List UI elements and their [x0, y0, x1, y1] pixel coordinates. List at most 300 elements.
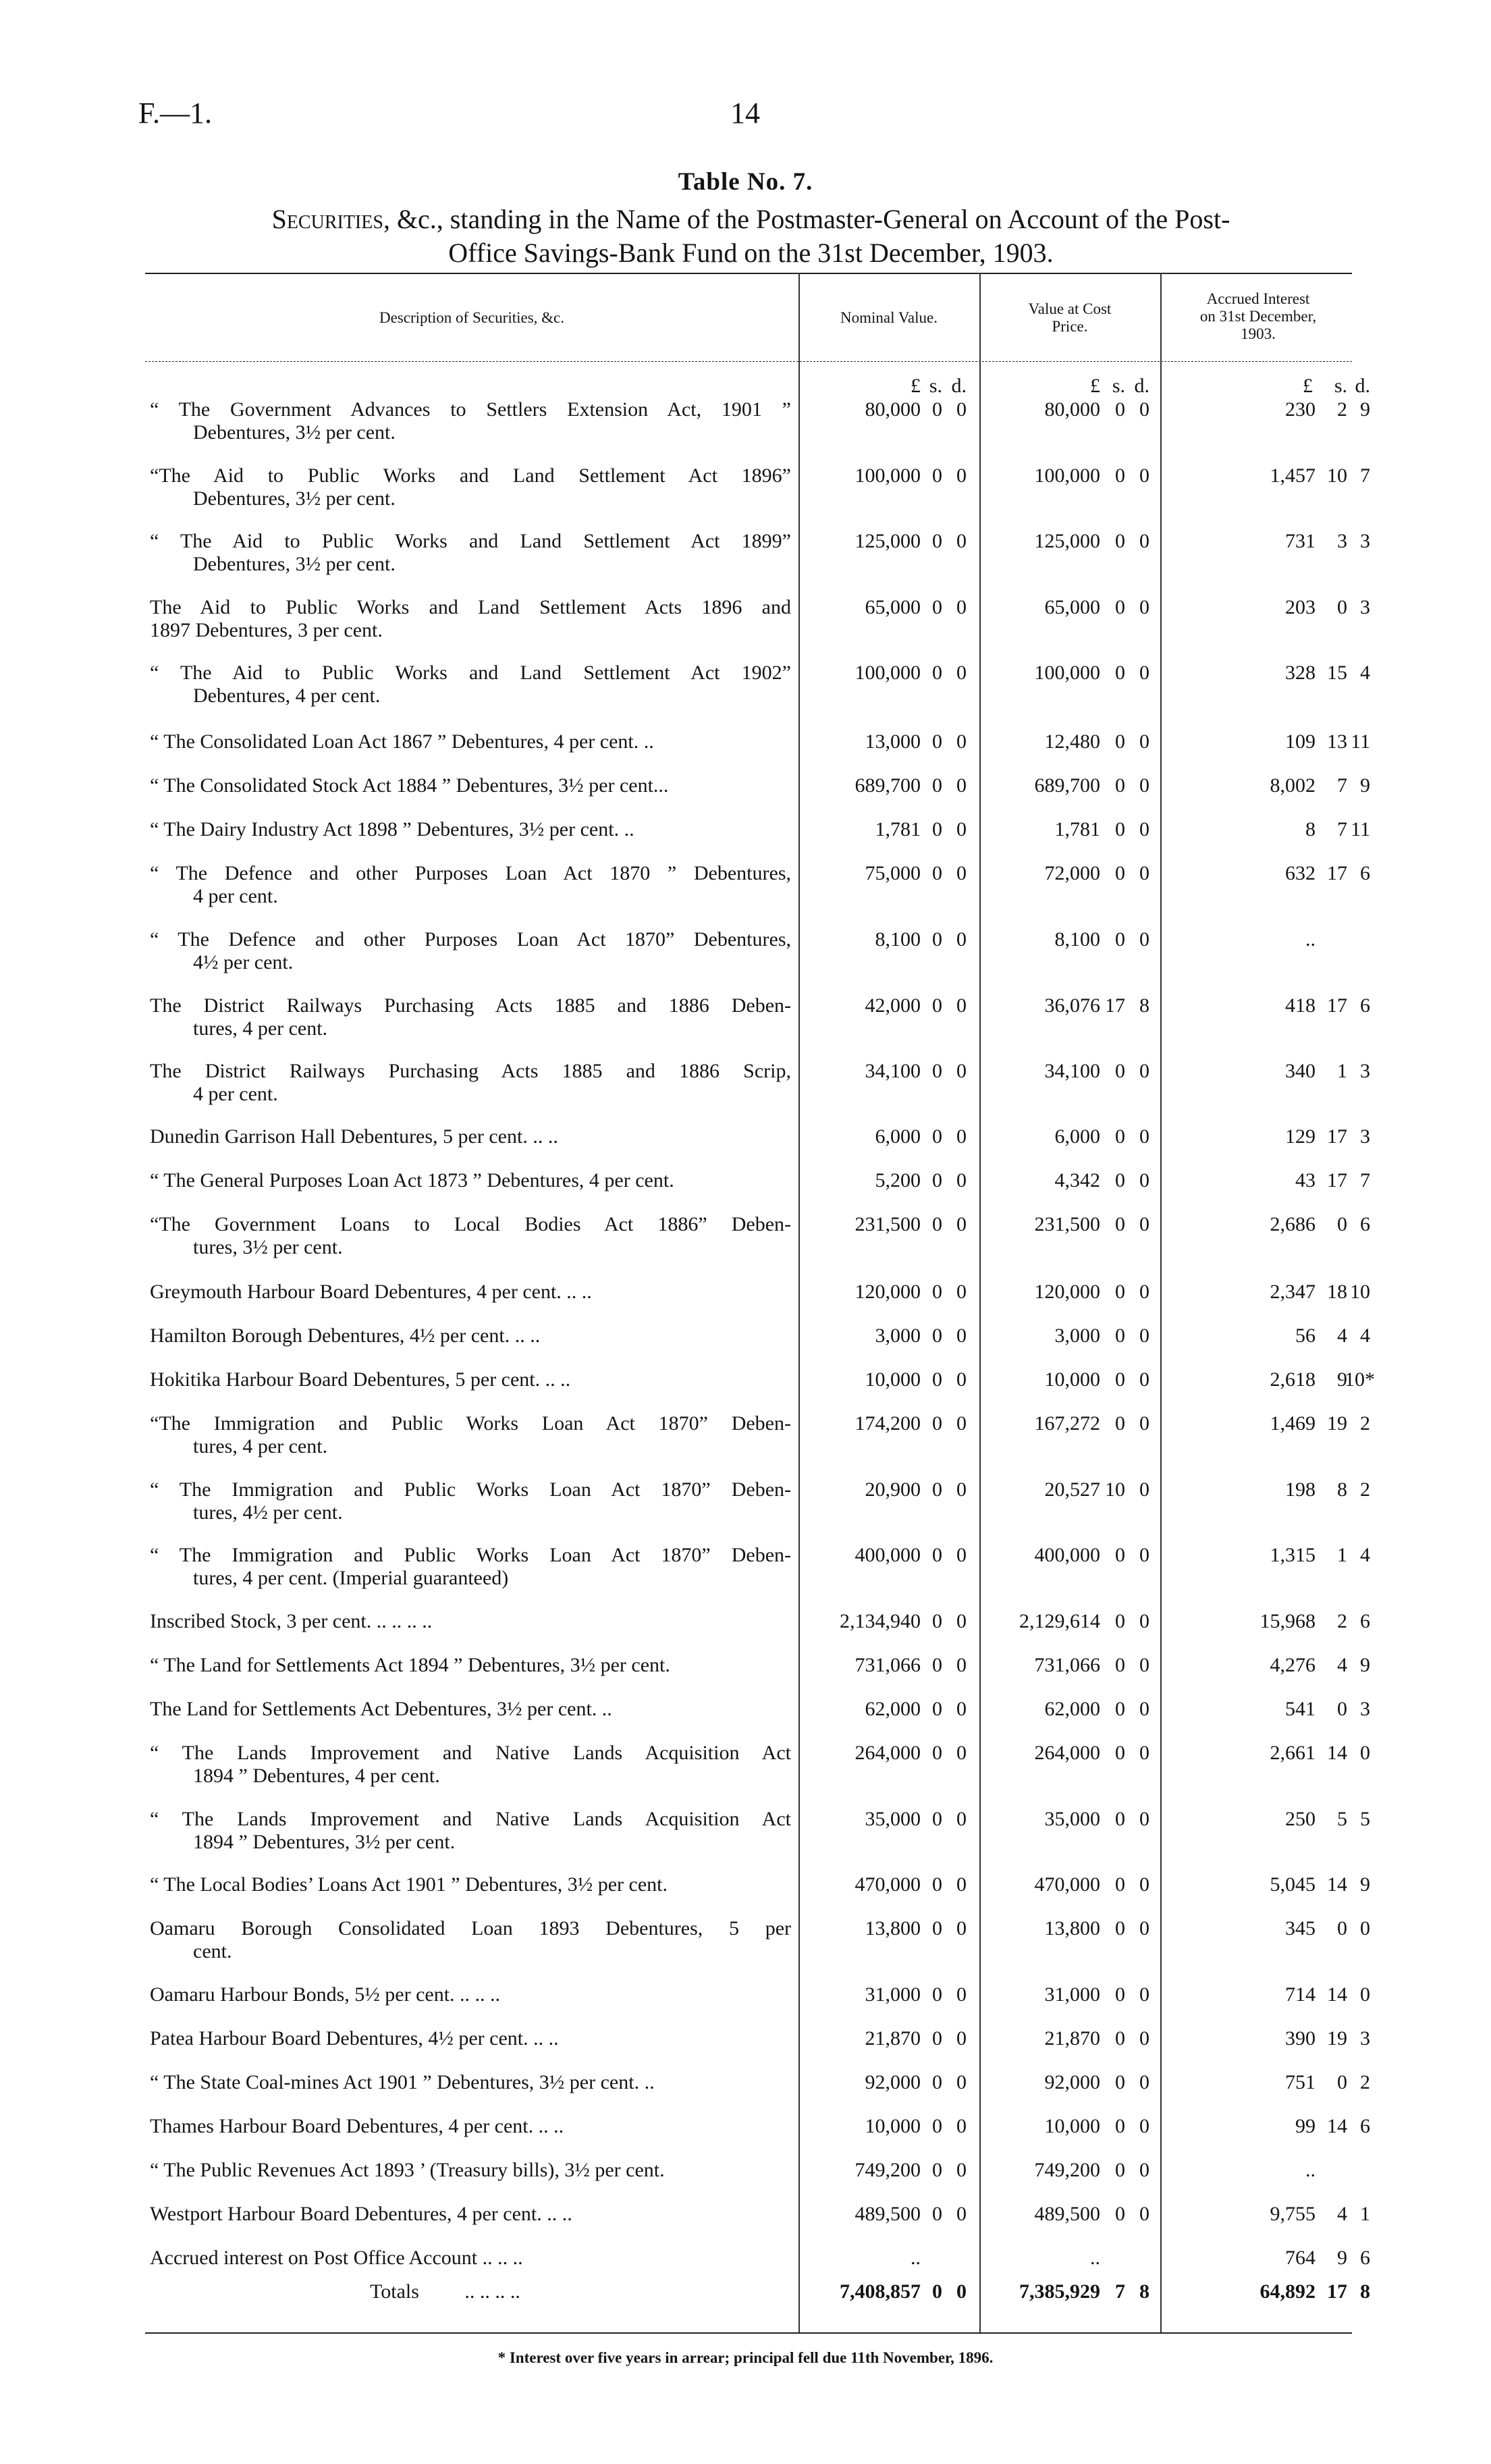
description-line-1: “ The Dairy Industry Act 1898 ” Debentures, 3½ per cent. .. — [150, 818, 634, 840]
interest-pence: 2 — [1360, 2071, 1370, 2093]
nominal-pence: 0 — [956, 1698, 967, 1720]
table-row — [0, 1544, 1491, 1605]
cost-pounds: 62,000 — [1044, 1698, 1100, 1720]
description-line-2: 1894 ” Debentures, 3½ per cent. — [193, 1831, 456, 1853]
cost-pounds: 31,000 — [1044, 1983, 1100, 2006]
interest-pounds: 2,347 — [1270, 1281, 1316, 1303]
cost-shillings: 0 — [1115, 1873, 1125, 1896]
cost-shillings: 0 — [1115, 2159, 1125, 2181]
nominal-shillings: 0 — [932, 1412, 942, 1435]
nominal-shillings: 0 — [932, 1742, 942, 1764]
nominal-pence: 0 — [956, 1808, 967, 1830]
nominal-shillings: 0 — [932, 1983, 942, 2006]
interest-shillings: 7 — [1337, 818, 1347, 840]
description-line-1: “ The Aid to Public Works and Land Settlement Act 1902” — [150, 662, 791, 684]
cost-shillings: 0 — [1115, 1281, 1125, 1303]
table-row — [0, 662, 1491, 722]
cost-pounds: 489,500 — [1034, 2203, 1100, 2225]
nominal-pounds: 689,700 — [855, 774, 921, 797]
nominal-pence: 0 — [956, 530, 967, 552]
description-line-1: Accrued interest on Post Office Account .. .. .. — [150, 2247, 523, 2269]
nominal-pounds: 400,000 — [855, 1544, 921, 1566]
nominal-pence: 0 — [956, 596, 967, 618]
nominal-pence: 0 — [956, 818, 967, 840]
nominal-shillings: 0 — [932, 1281, 942, 1303]
interest-shillings: 1 — [1337, 1544, 1347, 1566]
description-line-1: “ The Immigration and Public Works Loan Act 1870” Deben- — [150, 1478, 791, 1501]
nominal-pence: 0 — [956, 862, 967, 884]
cost-shillings: 0 — [1115, 1698, 1125, 1720]
description-line-1: “ The Land for Settlements Act 1894 ” Debentures, 3½ per cent. — [150, 1654, 670, 1676]
interest-pence: 7 — [1360, 1169, 1370, 1191]
description-line-1: “ The State Coal-mines Act 1901 ” Debentures, 3½ per cent. .. — [150, 2071, 655, 2093]
cost-shillings: 0 — [1115, 662, 1125, 684]
security-description — [150, 2115, 791, 2138]
cost-pounds: 1,781 — [1054, 818, 1100, 840]
nominal-pounds: 80,000 — [865, 398, 921, 421]
interest-pounds: 1,457 — [1270, 464, 1316, 487]
nominal-shillings: 0 — [932, 862, 942, 884]
interest-pence: 6 — [1360, 1213, 1370, 1235]
column-header-cost — [979, 300, 1160, 336]
cost-shillings: 0 — [1115, 1213, 1125, 1235]
cost-pence: 0 — [1139, 2027, 1149, 2050]
cost-pence: 0 — [1139, 862, 1149, 884]
description-line-1: “ The Immigration and Public Works Loan Act 1870” Deben- — [150, 1544, 791, 1566]
interest-shillings: 4 — [1337, 1654, 1347, 1676]
interest-shillings: 9 — [1337, 1368, 1347, 1391]
description-line-2: tures, 4 per cent. (Imperial guaranteed) — [193, 1567, 509, 1589]
security-description — [150, 730, 791, 753]
cost-pence: 0 — [1139, 818, 1149, 840]
description-line-1: The Aid to Public Works and Land Settlement Acts 1896 and — [150, 596, 791, 618]
cost-pounds: 167,272 — [1034, 1412, 1100, 1435]
totals-label-text: Totals — [370, 2280, 419, 2303]
cost-pounds: 231,500 — [1034, 1213, 1100, 1235]
nominal-pence: 0 — [956, 2115, 967, 2137]
interest-pounds: 418 — [1285, 994, 1316, 1017]
cost-pounds: 749,200 — [1034, 2159, 1100, 2181]
cost-pounds: 400,000 — [1034, 1544, 1100, 1566]
interest-pounds: 129 — [1285, 1125, 1316, 1148]
nominal-shillings: 0 — [932, 1213, 942, 1235]
table-row — [0, 1808, 1491, 1869]
cost-pounds: 72,000 — [1044, 862, 1100, 884]
nominal-pence: 0 — [956, 1412, 967, 1435]
interest-pence: 3 — [1360, 530, 1370, 552]
unit-shilling-nominal: s. — [929, 375, 942, 397]
cost-pounds: 80,000 — [1044, 398, 1100, 421]
nominal-shillings: 0 — [932, 1698, 942, 1720]
description-line-1: “The Aid to Public Works and Land Settlement Act 1896” — [150, 464, 791, 487]
nominal-shillings: 0 — [932, 1544, 942, 1566]
nominal-pounds: 92,000 — [865, 2071, 921, 2093]
cost-pence: 0 — [1139, 662, 1149, 684]
security-description — [150, 1873, 791, 1896]
security-description — [150, 1368, 791, 1391]
cost-pence: 0 — [1139, 1060, 1149, 1082]
interest-pence: 3 — [1360, 596, 1370, 618]
interest-pence: 0 — [1360, 1917, 1370, 1939]
interest-shillings: 14 — [1327, 1983, 1347, 2006]
nominal-pence: 0 — [956, 2203, 967, 2225]
security-description — [150, 1412, 791, 1458]
description-line-2: 1897 Debentures, 3 per cent. — [150, 619, 383, 641]
column-header-interest — [1160, 290, 1356, 343]
nominal-pounds: 749,200 — [855, 2159, 921, 2181]
cost-pence: 0 — [1139, 1610, 1149, 1632]
nominal-pence: 0 — [956, 2027, 967, 2050]
security-description — [150, 1544, 791, 1590]
description-line-1: The Land for Settlements Act Debentures, 3½ per cent. .. — [150, 1698, 612, 1720]
interest-pounds: 1,469 — [1270, 1412, 1316, 1435]
description-line-1: “ The Lands Improvement and Native Lands Acquisition Act — [150, 1808, 791, 1830]
totals-nominal-pounds: 7,408,857 — [840, 2280, 921, 2303]
header-bottom-rule — [145, 361, 1352, 362]
nominal-shillings: 0 — [932, 774, 942, 797]
nominal-shillings: 0 — [932, 1125, 942, 1148]
cost-shillings: 0 — [1115, 774, 1125, 797]
description-line-2: cent. — [193, 1940, 232, 1962]
interest-pounds: 9,755 — [1270, 2203, 1316, 2225]
description-line-1: The District Railways Purchasing Acts 1885 and 1886 Scrip, — [150, 1060, 791, 1082]
nominal-shillings: 0 — [932, 1169, 942, 1191]
security-description — [150, 1698, 791, 1721]
interest-shillings: 17 — [1327, 994, 1347, 1017]
description-line-1: Westport Harbour Board Debentures, 4 per cent. .. .. — [150, 2203, 572, 2225]
description-line-1: “The Government Loans to Local Bodies Act 1886” Deben- — [150, 1213, 791, 1235]
nominal-pounds: 489,500 — [855, 2203, 921, 2225]
interest-shillings: 4 — [1337, 1324, 1347, 1347]
cost-pounds: 10,000 — [1044, 1368, 1100, 1391]
cost-pence: 0 — [1139, 464, 1149, 487]
cost-pounds: 125,000 — [1034, 530, 1100, 552]
nominal-pence: 0 — [956, 774, 967, 797]
nominal-pence: 0 — [956, 1169, 967, 1191]
table-top-rule — [145, 273, 1352, 274]
nominal-pounds: 10,000 — [865, 2115, 921, 2137]
nominal-pounds: 231,500 — [855, 1213, 921, 1235]
cost-shillings: 0 — [1115, 530, 1125, 552]
cost-shillings: 0 — [1115, 928, 1125, 950]
cost-shillings: 0 — [1115, 398, 1125, 421]
table-row — [0, 862, 1491, 923]
interest-pence: 4 — [1360, 1324, 1370, 1347]
cost-pence: 0 — [1139, 1169, 1149, 1191]
interest-pounds: .. — [1305, 2159, 1316, 2181]
cost-shillings: 0 — [1115, 2071, 1125, 2093]
description-line-1: Hokitika Harbour Board Debentures, 5 per cent. .. .. — [150, 1368, 571, 1391]
nominal-pounds: 3,000 — [875, 1324, 921, 1347]
interest-pounds: 764 — [1285, 2247, 1316, 2269]
interest-pounds: 43 — [1295, 1169, 1316, 1191]
cost-pence: 0 — [1139, 1544, 1149, 1566]
description-line-1: Greymouth Harbour Board Debentures, 4 per cent. .. .. — [150, 1281, 592, 1303]
nominal-shillings: 0 — [932, 596, 942, 618]
cost-pence: 0 — [1139, 2115, 1149, 2137]
totals-interest-pence: 8 — [1360, 2280, 1370, 2303]
nominal-pence: 0 — [956, 1060, 967, 1082]
description-line-1: “ The Government Advances to Settlers Extension Act, 1901 ” — [150, 398, 791, 421]
unit-pence-nominal: d. — [951, 375, 967, 397]
cost-pounds: 2,129,614 — [1019, 1610, 1100, 1632]
description-line-2: Debentures, 3½ per cent. — [193, 421, 396, 444]
nominal-pounds: 10,000 — [865, 1368, 921, 1391]
description-line-1: “ The Consolidated Loan Act 1867 ” Debentures, 4 per cent. .. — [150, 730, 654, 753]
interest-shillings: 14 — [1327, 2115, 1347, 2137]
nominal-pounds: 100,000 — [855, 662, 921, 684]
nominal-pence: 0 — [956, 1917, 967, 1939]
table-row — [0, 1213, 1491, 1274]
cost-pence: 0 — [1139, 1213, 1149, 1235]
column-header-description: Description of Securities, &c. — [379, 309, 564, 326]
unit-shilling-interest: s. — [1334, 375, 1347, 397]
interest-shillings: 3 — [1337, 530, 1347, 552]
interest-shillings: 4 — [1337, 2203, 1347, 2225]
nominal-pence: 0 — [956, 1213, 967, 1235]
interest-pounds: 56 — [1295, 1324, 1316, 1347]
interest-pence: 6 — [1360, 2115, 1370, 2137]
interest-pounds: 2,661 — [1270, 1742, 1316, 1764]
interest-pounds: 632 — [1285, 862, 1316, 884]
nominal-shillings: 0 — [932, 1478, 942, 1501]
title-line-2: Office Savings-Bank Fund on the 31st December, 1903. — [448, 238, 1054, 268]
interest-shillings: 17 — [1327, 1169, 1347, 1191]
interest-pence: 9 — [1360, 1654, 1370, 1676]
security-description — [150, 1060, 791, 1106]
interest-shillings: 18 — [1327, 1281, 1347, 1303]
cost-shillings: 0 — [1115, 1368, 1125, 1391]
nominal-pounds: 34,100 — [865, 1060, 921, 1082]
interest-pounds: 751 — [1285, 2071, 1316, 2093]
cost-shillings: 0 — [1115, 1324, 1125, 1347]
unit-pence-cost: d. — [1134, 375, 1149, 397]
interest-pence: 9 — [1360, 398, 1370, 421]
cost-shillings: 0 — [1115, 1610, 1125, 1632]
nominal-shillings: 0 — [932, 2159, 942, 2181]
interest-pounds: 198 — [1285, 1478, 1316, 1501]
interest-shillings: 17 — [1327, 1125, 1347, 1148]
cost-pence: 0 — [1139, 2159, 1149, 2181]
nominal-shillings: 0 — [932, 994, 942, 1017]
totals-cost-pence: 8 — [1139, 2280, 1149, 2303]
nominal-pence: 0 — [956, 730, 967, 753]
nominal-pence: 0 — [956, 1478, 967, 1501]
unit-pound-interest: £ — [1303, 375, 1313, 397]
interest-pence: 11 — [1351, 818, 1370, 840]
cost-shillings: 0 — [1115, 1169, 1125, 1191]
cost-pence: 0 — [1139, 1281, 1149, 1303]
table-title — [145, 203, 1357, 270]
nominal-pence: 0 — [956, 1368, 967, 1391]
cost-pounds: 100,000 — [1034, 662, 1100, 684]
interest-pence: 10 — [1350, 1281, 1370, 1303]
nominal-shillings: 0 — [932, 1873, 942, 1896]
interest-pence: 5 — [1360, 1808, 1370, 1830]
unit-pence-interest: d. — [1355, 375, 1370, 397]
cost-shillings: 0 — [1115, 1412, 1125, 1435]
description-line-1: “ The Defence and other Purposes Loan Act 1870 ” Debentures, — [150, 862, 791, 884]
description-line-2: tures, 4½ per cent. — [193, 1501, 343, 1524]
cost-pounds: 13,800 — [1044, 1917, 1100, 1939]
security-description — [150, 2027, 791, 2050]
cost-pounds: 92,000 — [1044, 2071, 1100, 2093]
column-header-interest-line1: Accrued Interest — [1206, 290, 1310, 307]
security-description — [150, 1478, 791, 1524]
cost-pounds: 65,000 — [1044, 596, 1100, 618]
interest-shillings: 5 — [1337, 1808, 1347, 1830]
nominal-shillings: 0 — [932, 1917, 942, 1939]
description-line-2: 4 per cent. — [193, 885, 278, 907]
table-row — [0, 994, 1491, 1055]
description-line-1: Thames Harbour Board Debentures, 4 per cent. .. .. — [150, 2115, 564, 2137]
nominal-pounds: 21,870 — [865, 2027, 921, 2050]
interest-pence: 0 — [1360, 1742, 1370, 1764]
interest-pounds: .. — [1305, 928, 1316, 950]
nominal-pounds: 5,200 — [875, 1169, 921, 1191]
cost-pence: 0 — [1139, 1368, 1149, 1391]
cost-pounds: 100,000 — [1034, 464, 1100, 487]
interest-pence: 4 — [1360, 1544, 1370, 1566]
cost-pounds: 6,000 — [1054, 1125, 1100, 1148]
nominal-shillings: 0 — [932, 1368, 942, 1391]
description-line-2: Debentures, 3½ per cent. — [193, 487, 396, 510]
title-lead: Securities — [271, 204, 383, 234]
nominal-pounds: 35,000 — [865, 1808, 921, 1830]
table-row — [0, 398, 1491, 459]
cost-shillings: 0 — [1115, 862, 1125, 884]
column-header-cost-line2: Price. — [1052, 318, 1088, 335]
security-description — [150, 1983, 791, 2006]
interest-shillings: 2 — [1337, 1610, 1347, 1632]
interest-pounds: 340 — [1285, 1060, 1316, 1082]
cost-pounds: 21,870 — [1044, 2027, 1100, 2050]
cost-shillings: 0 — [1115, 2027, 1125, 2050]
security-description — [150, 530, 791, 576]
cost-shillings: 0 — [1115, 1983, 1125, 2006]
interest-pence: 3 — [1360, 1698, 1370, 1720]
interest-pounds: 345 — [1285, 1917, 1316, 1939]
interest-pounds: 230 — [1285, 398, 1316, 421]
cost-pence: 0 — [1139, 1478, 1149, 1501]
nominal-pounds: 42,000 — [865, 994, 921, 1017]
interest-pounds: 5,045 — [1270, 1873, 1316, 1896]
interest-shillings: 10 — [1327, 464, 1347, 487]
cost-shillings: 10 — [1105, 1478, 1125, 1501]
interest-pence: 6 — [1360, 994, 1370, 1017]
column-header-interest-line3: 1903. — [1241, 325, 1276, 342]
nominal-pence: 0 — [956, 662, 967, 684]
interest-pounds: 1,315 — [1270, 1544, 1316, 1566]
interest-pence: 10* — [1345, 1368, 1375, 1391]
nominal-pence: 0 — [956, 2159, 967, 2181]
nominal-pence: 0 — [956, 1125, 967, 1148]
interest-shillings: 15 — [1327, 662, 1347, 684]
description-line-2: 4½ per cent. — [193, 951, 294, 973]
description-line-2: tures, 3½ per cent. — [193, 1236, 343, 1258]
cost-pence: 0 — [1139, 1873, 1149, 1896]
interest-pence: 1 — [1360, 2203, 1370, 2225]
table-row — [0, 530, 1491, 591]
cost-shillings: 0 — [1115, 818, 1125, 840]
description-line-2: Debentures, 3½ per cent. — [193, 553, 396, 575]
interest-shillings: 14 — [1327, 1873, 1347, 1896]
security-description — [150, 2071, 791, 2094]
interest-pence: 3 — [1360, 1125, 1370, 1148]
totals-leaders: .. .. .. .. — [464, 2280, 520, 2303]
description-line-1: “ The Public Revenues Act 1893 ’ (Treasury bills), 3½ per cent. — [150, 2159, 665, 2181]
interest-pence: 4 — [1360, 662, 1370, 684]
interest-pence: 11 — [1351, 730, 1370, 753]
cost-shillings: 0 — [1115, 1654, 1125, 1676]
column-header-nominal: Nominal Value. — [840, 309, 938, 326]
security-description — [150, 1808, 791, 1854]
cost-shillings: 0 — [1115, 1060, 1125, 1082]
nominal-pounds: 13,800 — [865, 1917, 921, 1939]
nominal-pence: 0 — [956, 1281, 967, 1303]
cost-pounds: 35,000 — [1044, 1808, 1100, 1830]
nominal-pounds: 6,000 — [875, 1125, 921, 1148]
cost-pence: 0 — [1139, 1324, 1149, 1347]
table-row — [0, 1060, 1491, 1121]
cost-pounds: 470,000 — [1034, 1873, 1100, 1896]
nominal-pounds: 8,100 — [875, 928, 921, 950]
nominal-pence: 0 — [956, 1742, 967, 1764]
cost-pence: 0 — [1139, 774, 1149, 797]
cost-pence: 0 — [1139, 596, 1149, 618]
interest-pence: 3 — [1360, 2027, 1370, 2050]
nominal-shillings: 0 — [932, 2203, 942, 2225]
cost-shillings: 0 — [1115, 2203, 1125, 2225]
cost-pounds: 120,000 — [1034, 1281, 1100, 1303]
interest-pounds: 8 — [1305, 818, 1316, 840]
interest-pence: 6 — [1360, 2247, 1370, 2269]
interest-pounds: 99 — [1295, 2115, 1316, 2137]
interest-pounds: 250 — [1285, 1808, 1316, 1830]
cost-pence: 0 — [1139, 730, 1149, 753]
table-number: Table No. 7. — [678, 168, 813, 196]
nominal-shillings: 0 — [932, 818, 942, 840]
description-line-1: Oamaru Borough Consolidated Loan 1893 Debentures, 5 per — [150, 1917, 791, 1939]
interest-pounds: 731 — [1285, 530, 1316, 552]
nominal-shillings: 0 — [932, 1808, 942, 1830]
nominal-pence: 0 — [956, 398, 967, 421]
interest-shillings: 17 — [1327, 862, 1347, 884]
security-description — [150, 1169, 791, 1192]
cost-pounds: 264,000 — [1034, 1742, 1100, 1764]
cost-shillings: 0 — [1115, 2115, 1125, 2137]
interest-pence: 6 — [1360, 1610, 1370, 1632]
cost-pence: 0 — [1139, 1125, 1149, 1148]
interest-pence: 2 — [1360, 1478, 1370, 1501]
cost-pence: 0 — [1139, 1698, 1149, 1720]
table-row — [0, 1478, 1491, 1539]
table-row — [0, 464, 1491, 525]
cost-shillings: 0 — [1115, 596, 1125, 618]
cost-pounds: 12,480 — [1044, 730, 1100, 753]
document-reference: F.—1. — [138, 97, 212, 130]
interest-pence: 7 — [1360, 464, 1370, 487]
interest-shillings: 2 — [1337, 398, 1347, 421]
interest-pence: 6 — [1360, 862, 1370, 884]
cost-pounds: 34,100 — [1044, 1060, 1100, 1082]
nominal-pounds: 174,200 — [855, 1412, 921, 1435]
nominal-shillings: 0 — [932, 2071, 942, 2093]
security-description — [150, 862, 791, 908]
description-line-1: Dunedin Garrison Hall Debentures, 5 per cent. .. .. — [150, 1125, 558, 1148]
nominal-pounds: 2,134,940 — [840, 1610, 921, 1632]
footnote: * Interest over five years in arrear; principal fell due 11th November, 1896. — [497, 2349, 994, 2366]
